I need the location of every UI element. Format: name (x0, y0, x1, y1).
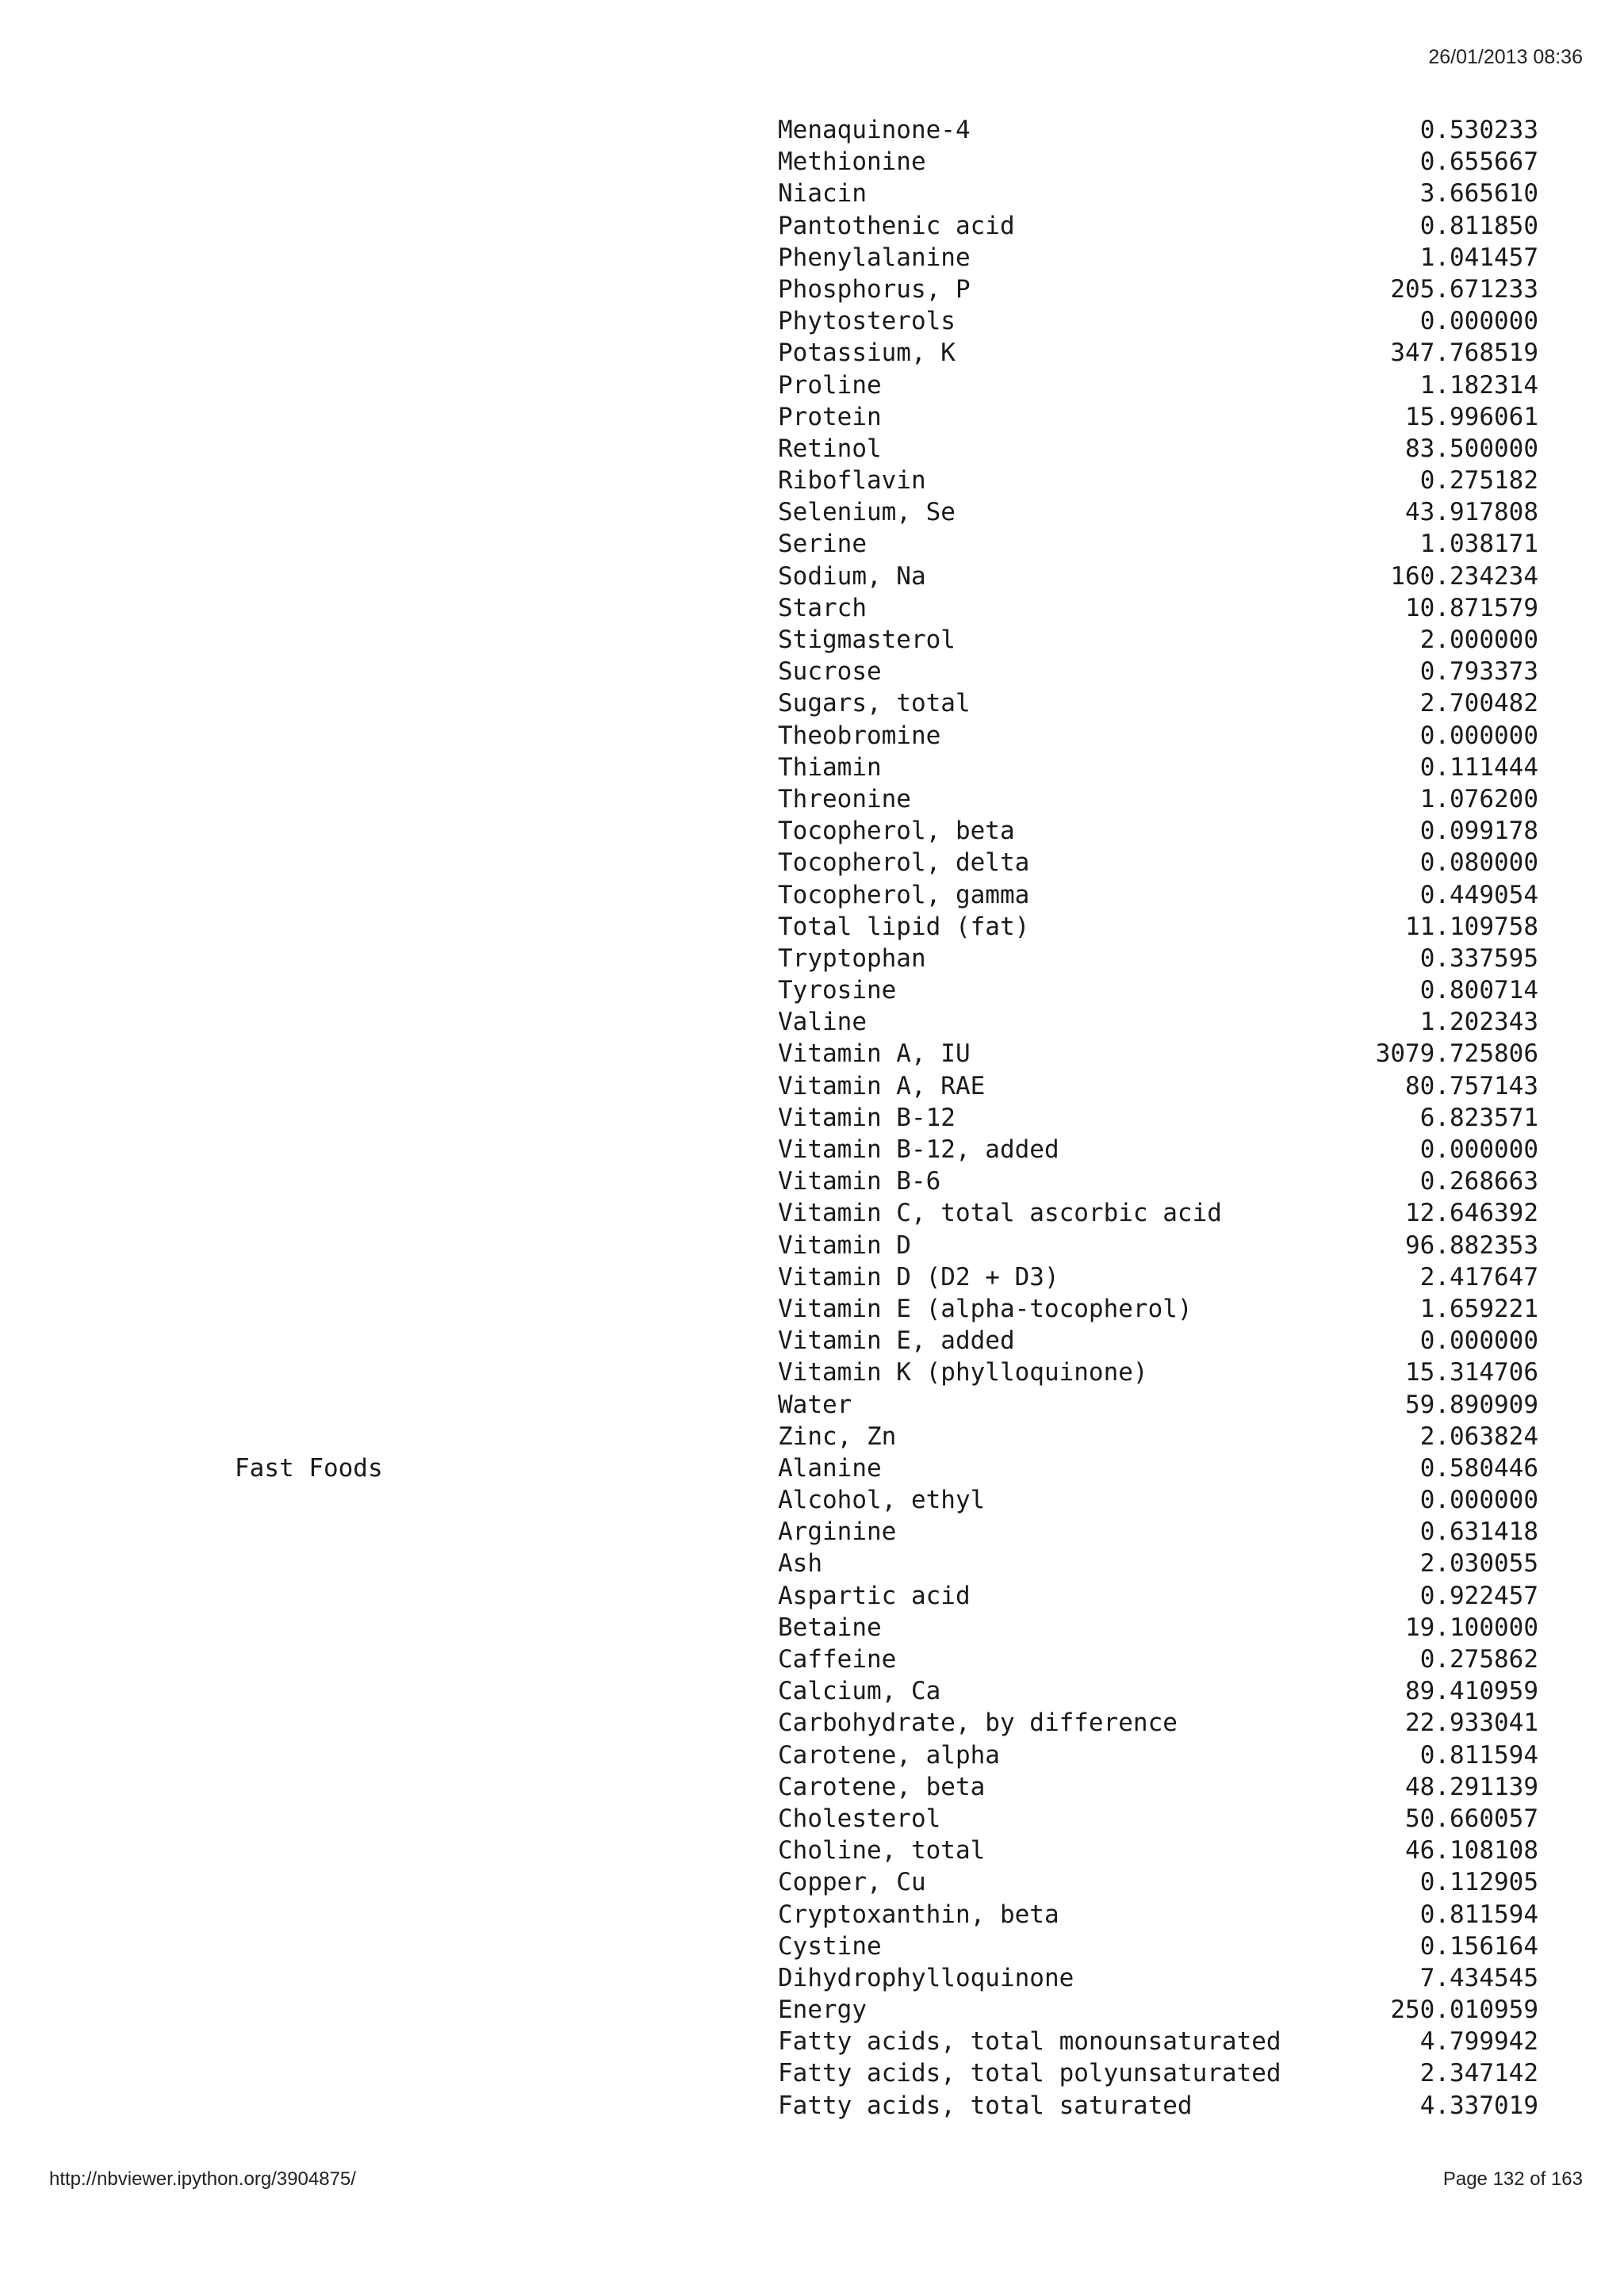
table-row (0, 1675, 1624, 1707)
nutrient-value: 89.410959 (1405, 1677, 1538, 1706)
table-row (0, 1771, 1624, 1803)
table-row (0, 1357, 1624, 1388)
nutrient-value: 0.449054 (1419, 880, 1538, 909)
nutrient-value: 2.700482 (1419, 689, 1538, 718)
nutrient-name: Vitamin A, RAE (778, 1071, 986, 1100)
nutrient-name: Thiamin (778, 752, 882, 782)
nutrient-name: Vitamin D (D2 + D3) (778, 1262, 1059, 1292)
table-row (0, 1261, 1624, 1293)
nutrient-name: Carotene, alpha (778, 1740, 1000, 1770)
nutrient-value: 0.800714 (1419, 976, 1538, 1005)
print-timestamp: 26/01/2013 08:36 (1428, 46, 1583, 68)
table-row (0, 1165, 1624, 1197)
nutrient-value: 15.996061 (1405, 402, 1538, 431)
nutrient-value: 250.010959 (1390, 1996, 1538, 2025)
nutrient-value: 6.823571 (1419, 1103, 1538, 1132)
nutrient-value: 80.757143 (1405, 1071, 1538, 1100)
nutrient-value: 22.933041 (1405, 1709, 1538, 1738)
table-row (0, 561, 1624, 592)
table-row (0, 1803, 1624, 1835)
nutrient-value: 3079.725806 (1375, 1039, 1538, 1069)
nutrient-name: Vitamin E (alpha-tocopherol) (778, 1294, 1193, 1323)
nutrient-value: 0.811594 (1419, 1740, 1538, 1770)
nutrient-value: 46.108108 (1405, 1836, 1538, 1866)
nutrient-name: Vitamin B-12, added (778, 1135, 1059, 1164)
nutrient-value: 0.099178 (1419, 817, 1538, 846)
table-row (0, 624, 1624, 656)
table-row (0, 1070, 1624, 1102)
nutrient-name: Carotene, beta (778, 1772, 986, 1801)
nutrient-name: Pantothenic acid (778, 211, 1015, 240)
nutrient-name: Vitamin E, added (778, 1326, 1015, 1356)
table-row (0, 1835, 1624, 1866)
nutrient-value: 4.337019 (1419, 2091, 1538, 2120)
table-row (0, 2026, 1624, 2057)
nutrient-name: Fatty acids, total saturated (778, 2091, 1193, 2120)
table-row (0, 1516, 1624, 1548)
table-row (0, 1006, 1624, 1038)
nutrient-name: Phosphorus, P (778, 274, 971, 304)
table-row (0, 210, 1624, 242)
nutrient-value: 0.530233 (1419, 116, 1538, 144)
table-row (0, 274, 1624, 305)
nutrient-value: 50.660057 (1405, 1804, 1538, 1833)
nutrient-name: Vitamin A, IU (778, 1039, 971, 1069)
table-row (0, 783, 1624, 815)
nutrient-name: Tocopherol, beta (778, 817, 1015, 846)
nutrient-name: Fatty acids, total monounsaturated (778, 2027, 1281, 2057)
nutrient-name: Menaquinone-4 (778, 116, 971, 144)
table-row (0, 369, 1624, 401)
table-row (0, 1994, 1624, 2026)
table-row (0, 943, 1624, 974)
nutrient-name: Serine (778, 530, 867, 559)
table-row (0, 1484, 1624, 1516)
nutrient-value: 2.417647 (1419, 1262, 1538, 1292)
nutrient-name: Riboflavin (778, 466, 926, 496)
nutrient-name: Arginine (778, 1517, 897, 1547)
nutrient-value: 1.038171 (1419, 530, 1538, 559)
nutrient-value: 48.291139 (1405, 1772, 1538, 1801)
nutrient-name: Energy (778, 1996, 867, 2025)
nutrient-value: 0.000000 (1419, 307, 1538, 336)
nutrient-value: 0.337595 (1419, 943, 1538, 973)
nutrient-value: 4.799942 (1419, 2027, 1538, 2057)
nutrient-value: 11.109758 (1405, 912, 1538, 941)
nutrient-value: 7.434545 (1419, 1963, 1538, 1992)
nutrient-name: Vitamin K (phylloquinone) (778, 1358, 1148, 1387)
table-row (0, 465, 1624, 496)
table-row (0, 1134, 1624, 1165)
nutrient-value: 1.202343 (1419, 1008, 1538, 1037)
nutrient-name: Valine (778, 1008, 867, 1037)
nutrient-name: Dihydrophylloquinone (778, 1963, 1074, 1992)
nutrient-name: Cholesterol (778, 1804, 941, 1833)
nutrient-value: 1.182314 (1419, 370, 1538, 400)
nutrient-name: Vitamin C, total ascorbic acid (778, 1199, 1222, 1228)
table-row (0, 847, 1624, 878)
nutrient-name: Threonine (778, 784, 911, 813)
nutrient-name: Tocopherol, gamma (778, 880, 1030, 909)
nutrient-value: 160.234234 (1390, 561, 1538, 591)
table-row (0, 528, 1624, 560)
table-row (0, 114, 1624, 146)
nutrient-value: 0.655667 (1419, 147, 1538, 177)
nutrient-value: 3.665610 (1419, 179, 1538, 209)
nutrient-name: Tryptophan (778, 943, 926, 973)
nutrient-value: 1.659221 (1419, 1294, 1538, 1323)
table-row (0, 337, 1624, 369)
nutrient-name: Vitamin B-12 (778, 1103, 956, 1132)
nutrient-name: Niacin (778, 179, 867, 209)
nutrient-name: Sodium, Na (778, 561, 926, 591)
nutrient-value: 0.156164 (1419, 1931, 1538, 1961)
table-row (0, 687, 1624, 719)
table-row (0, 592, 1624, 624)
table-row (0, 1612, 1624, 1644)
nutrient-name: Alcohol, ethyl (778, 1486, 986, 1515)
table-row (0, 1644, 1624, 1675)
nutrient-table (0, 114, 1624, 2122)
nutrient-value: 0.811850 (1419, 211, 1538, 240)
nutrient-name: Starch (778, 593, 867, 622)
nutrient-value: 0.080000 (1419, 848, 1538, 878)
nutrient-value: 1.076200 (1419, 784, 1538, 813)
nutrient-name: Methionine (778, 147, 926, 177)
nutrient-name: Retinol (778, 434, 882, 463)
nutrient-value: 0.000000 (1419, 721, 1538, 750)
table-row (0, 879, 1624, 911)
table-row (0, 1707, 1624, 1739)
nutrient-name: Cystine (778, 1931, 882, 1961)
nutrient-name: Aspartic acid (778, 1581, 971, 1610)
nutrient-value: 15.314706 (1405, 1358, 1538, 1387)
nutrient-value: 2.000000 (1419, 626, 1538, 654)
nutrient-value: 0.275862 (1419, 1645, 1538, 1674)
nutrient-name: Zinc, Zn (778, 1422, 897, 1451)
nutrient-name: Theobromine (778, 721, 941, 750)
table-row (0, 2057, 1624, 2089)
source-url-link[interactable]: http://nbviewer.ipython.org/3904875/ (49, 2168, 356, 2190)
nutrient-value: 1.041457 (1419, 243, 1538, 272)
nutrient-value: 347.768519 (1390, 339, 1538, 368)
nutrient-name: Stigmasterol (778, 626, 956, 654)
table-row (0, 1389, 1624, 1421)
nutrient-name: Water (778, 1390, 852, 1419)
table-row (0, 1197, 1624, 1229)
table-row (0, 1293, 1624, 1325)
table-row (0, 1962, 1624, 1994)
table-row (0, 433, 1624, 465)
nutrient-name: Potassium, K (778, 339, 956, 368)
nutrient-value: 12.646392 (1405, 1199, 1538, 1228)
table-row (0, 178, 1624, 209)
nutrient-name: Ash (778, 1549, 822, 1578)
nutrient-name: Protein (778, 402, 882, 431)
nutrient-value: 2.347142 (1419, 2059, 1538, 2088)
nutrient-value: 0.000000 (1419, 1135, 1538, 1164)
table-row (0, 1038, 1624, 1070)
nutrient-value: 0.275182 (1419, 466, 1538, 496)
nutrient-name: Phytosterols (778, 307, 956, 336)
nutrient-value: 0.631418 (1419, 1517, 1538, 1547)
nutrient-value: 0.268663 (1419, 1167, 1538, 1196)
nutrient-name: Sugars, total (778, 689, 971, 718)
table-row (0, 720, 1624, 752)
table-row (0, 815, 1624, 847)
nutrient-name: Total lipid (fat) (778, 912, 1030, 941)
nutrient-name: Phenylalanine (778, 243, 971, 272)
table-row (0, 1230, 1624, 1261)
table-row (0, 1421, 1624, 1452)
nutrient-value: 59.890909 (1405, 1390, 1538, 1419)
table-row (0, 242, 1624, 274)
nutrient-name: Cryptoxanthin, beta (778, 1900, 1059, 1929)
nutrient-name: Choline, total (778, 1836, 986, 1866)
nutrient-name: Copper, Cu (778, 1868, 926, 1897)
nutrient-value: 0.580446 (1419, 1453, 1538, 1483)
table-row (0, 1452, 1624, 1484)
table-row (0, 1866, 1624, 1898)
nutrient-name: Vitamin B-6 (778, 1167, 941, 1196)
nutrient-value: 19.100000 (1405, 1613, 1538, 1642)
nutrient-name: Proline (778, 370, 882, 400)
nutrient-name: Betaine (778, 1613, 882, 1642)
table-row (0, 305, 1624, 337)
table-row (0, 1102, 1624, 1134)
table-row (0, 656, 1624, 687)
nutrient-value: 2.030055 (1419, 1549, 1538, 1578)
table-row (0, 401, 1624, 433)
food-group-label: Fast Foods (235, 1453, 383, 1483)
table-row (0, 146, 1624, 178)
nutrient-value: 0.000000 (1419, 1486, 1538, 1515)
table-row (0, 1580, 1624, 1612)
nutrient-name: Alanine (778, 1453, 882, 1483)
table-row (0, 1931, 1624, 1962)
nutrient-value: 96.882353 (1405, 1230, 1538, 1260)
nutrient-value: 205.671233 (1390, 274, 1538, 304)
nutrient-name: Vitamin D (778, 1230, 911, 1260)
nutrient-value: 43.917808 (1405, 498, 1538, 527)
table-row (0, 2090, 1624, 2122)
nutrient-value: 0.793373 (1419, 657, 1538, 687)
nutrient-name: Calcium, Ca (778, 1677, 941, 1706)
table-row (0, 752, 1624, 783)
table-row (0, 496, 1624, 528)
nutrient-value: 0.000000 (1419, 1326, 1538, 1356)
nutrient-value: 0.111444 (1419, 752, 1538, 782)
nutrient-name: Carbohydrate, by difference (778, 1709, 1178, 1738)
table-row (0, 974, 1624, 1006)
nutrient-value: 0.811594 (1419, 1900, 1538, 1929)
table-row (0, 911, 1624, 943)
nutrient-value: 83.500000 (1405, 434, 1538, 463)
nutrient-value: 10.871579 (1405, 593, 1538, 622)
nutrient-value: 0.112905 (1419, 1868, 1538, 1897)
nutrient-name: Caffeine (778, 1645, 897, 1674)
nutrient-name: Fatty acids, total polyunsaturated (778, 2059, 1281, 2088)
nutrient-name: Sucrose (778, 657, 882, 687)
page-number: Page 132 of 163 (1442, 2168, 1583, 2190)
table-row (0, 1548, 1624, 1579)
table-row (0, 1739, 1624, 1771)
nutrient-name: Tyrosine (778, 976, 897, 1005)
nutrient-name: Selenium, Se (778, 498, 956, 527)
table-row (0, 1325, 1624, 1357)
table-row (0, 1899, 1624, 1931)
nutrient-value: 0.922457 (1419, 1581, 1538, 1610)
nutrient-name: Tocopherol, delta (778, 848, 1030, 878)
nutrient-value: 2.063824 (1419, 1422, 1538, 1451)
